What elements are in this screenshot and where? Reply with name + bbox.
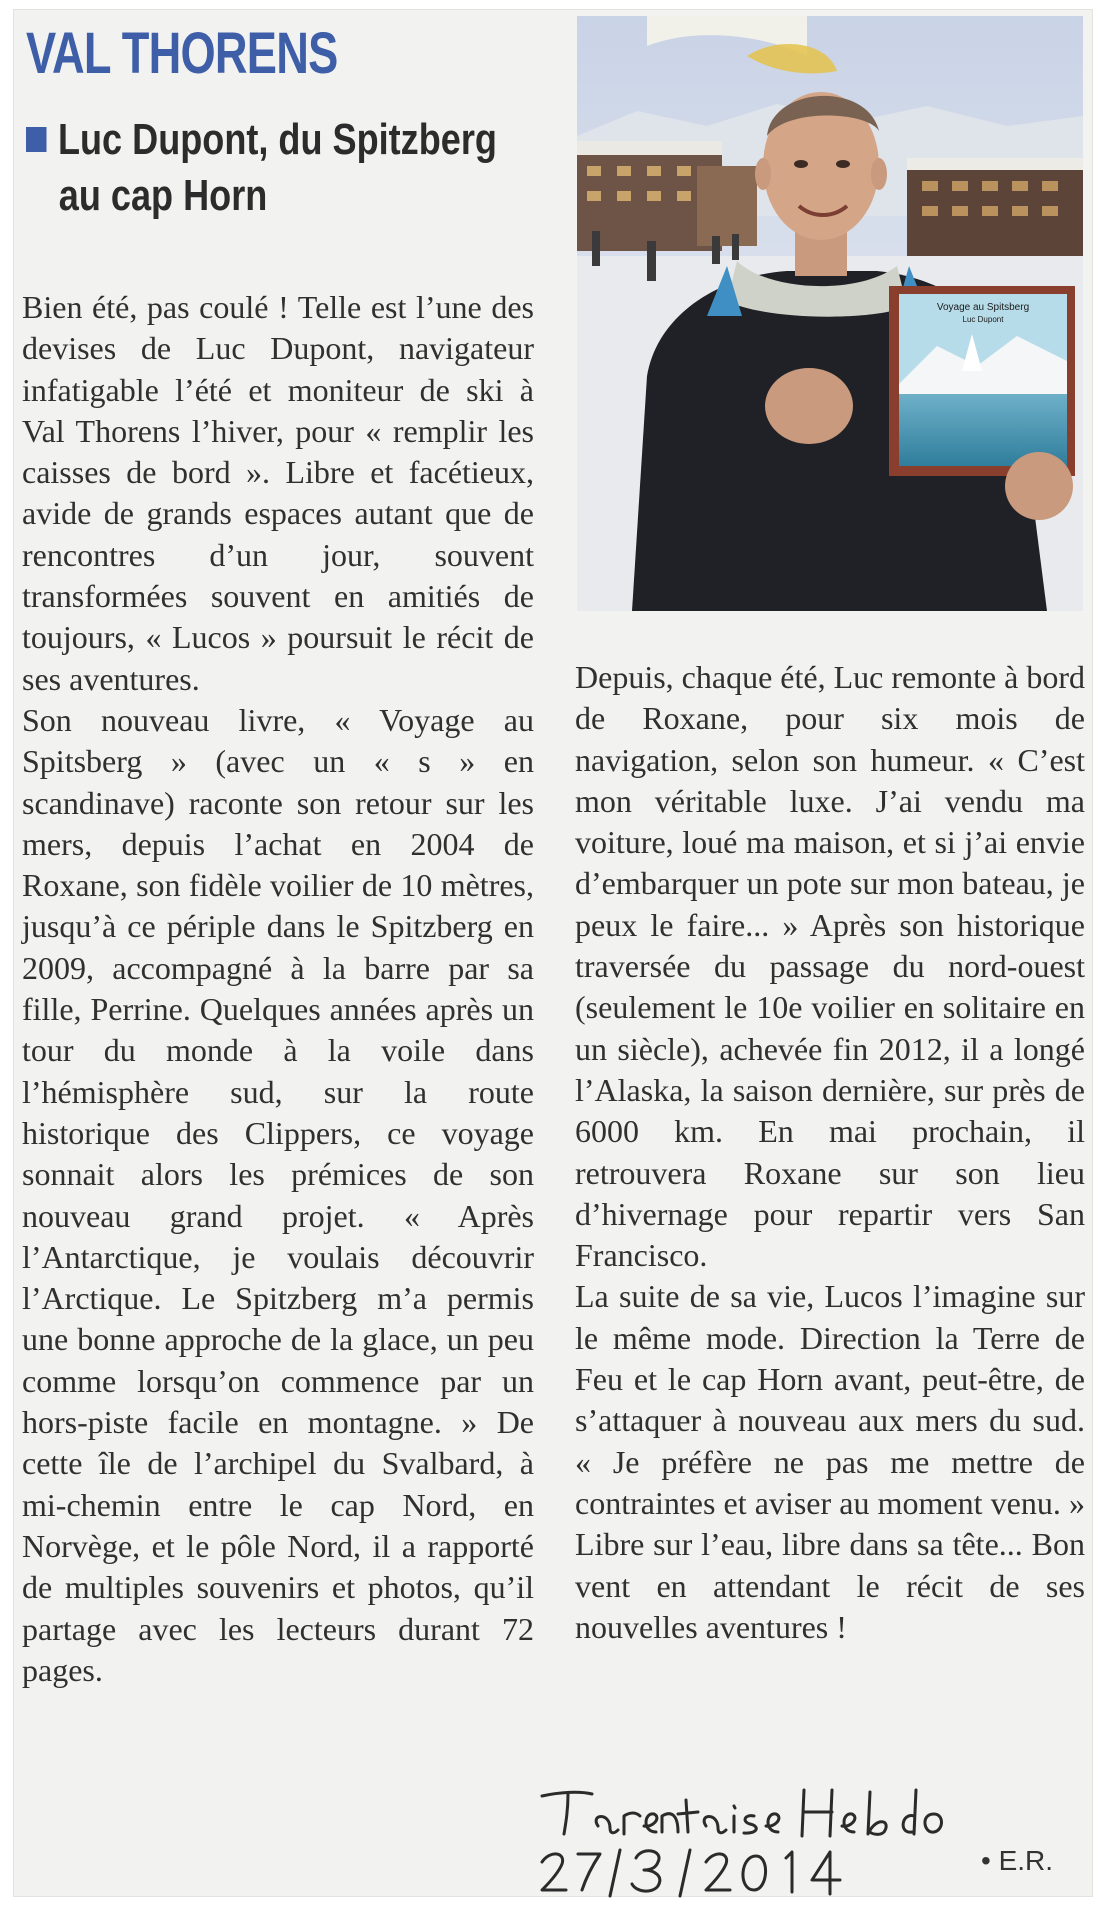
- handwriting-strokes: [540, 1786, 1060, 1901]
- book-cover-title: Voyage au Spitsberg: [936, 302, 1030, 313]
- article-column-left: [22, 287, 534, 1691]
- left-paragraph-1: Bien été, pas coulé ! Telle est l’une des devises de Luc Dupont, navigateur infatigable l’été et moniteur de ski à Val Thorens l’hiver, pour « remplir les caisses de bord ». Libre et facétieux, avide de grands espaces autant que de rencontres d’un jour, souvent transformées souvent en amitiés de toujours, « Lucos » poursuit le récit de ses aventures.: [22, 289, 534, 697]
- left-paragraph-2: Son nouveau livre, « Voyage au Spitsberg » (avec un « s » en scandinave) raconte son retour sur les mers, depuis l’achat en 2004 de Roxane, son fidèle voilier de 10 mètres, jusqu’à ce périple dans le Spitzberg en 2009, accompagné à la barre par sa fille, Perrine. Quelques années après un tour du monde à la voile dans l’hémisphère sud, sur la route historique des Clippers, ce voyage sonnait alors les prémices de son nouveau grand projet. « Après l’Antarctique, je voulais découvrir l’Arctique. Le Spitzberg m’a permis une bonne approche de la glace, un peu comme lorsqu’on commence par un hors-piste facile en montagne. » De cette île de l’archipel du Svalbard, à mi-chemin entre le cap Nord, en Norvège, et le pôle Nord, il a rapporté de multiples souvenirs et photos, qu’il partage avec les lecteurs durant 72 pages.: [22, 701, 534, 1688]
- right-paragraph-1: Depuis, chaque été, Luc remonte à bord de Roxane, pour six mois de navigation, selon son humeur. « C’est mon véritable luxe. J’ai vendu ma voiture, loué ma maison, et si j’ai envie d’embarquer un pote sur mon bateau, je peux le faire... » Après son historique traversée du passage du nord-ouest (seulement le 10e voilier en solitaire en un siècle), achevée fin 2012, il a longé l’Alaska, la saison dernière, sur près de 6000 km. En mai prochain, il retrouvera Roxane sur son lieu d’hivernage pour repartir vers San Francisco.: [575, 659, 1086, 1274]
- headline-line-2: au cap Horn: [58, 171, 268, 220]
- square-bullet-icon: [26, 127, 47, 152]
- article-photo: [577, 16, 1083, 611]
- article-headline: [26, 112, 497, 224]
- book-cover-author: Luc Dupont: [962, 315, 1004, 324]
- author-byline: • E.R.: [981, 1845, 1054, 1876]
- article-column-right: [575, 657, 1085, 1648]
- headline-line-1-text: Luc Dupont, du Spitzberg: [57, 115, 497, 164]
- right-paragraph-2: La suite de sa vie, Lucos l’imagine sur le même mode. Direction la Terre de Feu et le cap Horn avant, peut-être, de s’attaquer à nouveau aux mers du sud. « Je préfère ne pas me mettre de contraintes et aviser au moment venu. » Libre sur l’eau, libre dans sa tête... Bon vent en attendant le récit de ses nouvelles aventures !: [575, 1278, 1085, 1645]
- headline-line-1: [26, 112, 497, 168]
- section-kicker: VAL THORENS: [26, 21, 338, 86]
- chalet-buildings-right: [907, 158, 1083, 256]
- handwritten-annotation: [540, 1786, 1060, 1901]
- book-icon: [889, 286, 1075, 476]
- photo-illustration: [577, 16, 1083, 611]
